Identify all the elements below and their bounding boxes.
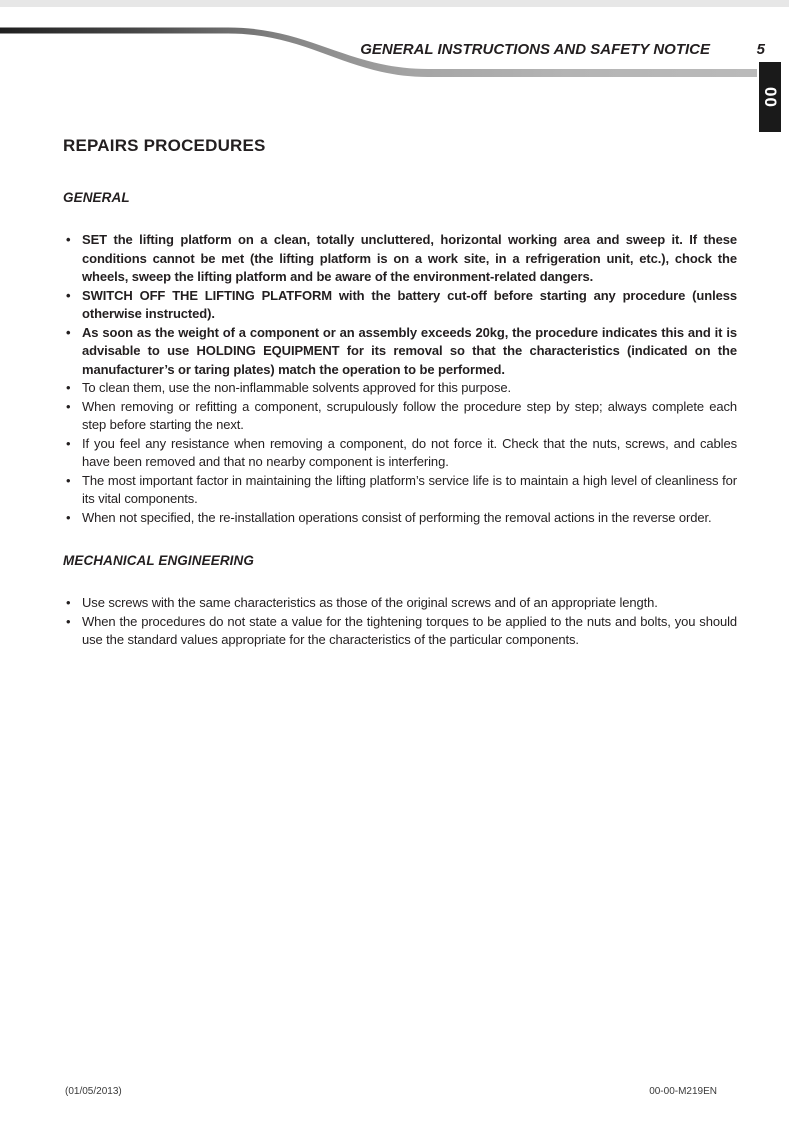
bullet-item: • SWITCH OFF THE LIFTING PLATFORM with the battery cut-off before starting any procedure (unless otherwise instructed). [63,287,737,324]
bullet-item: • If you feel any resistance when removing a component, do not force it. Check that the nuts, screws, and cables have been removed and that no nearby component is interfering. [63,435,737,472]
bullet-item: • When not specified, the re-installation operations consist of performing the removal actions in the reverse order. [63,509,737,528]
page-footer [65,1086,717,1097]
section-heading-general: GENERAL [63,190,130,205]
mechanical-bullet-list [63,594,737,650]
page-title: REPAIRS PROCEDURES [63,136,266,155]
chapter-tab-label: 00 [760,86,780,108]
chapter-tab [759,62,781,132]
header-title: GENERAL INSTRUCTIONS AND SAFETY NOTICE [360,41,710,58]
footer-date: (01/05/2013) [65,1086,122,1097]
general-bullet-list [63,231,737,527]
document-content [63,136,737,676]
bullet-item: • As soon as the weight of a component or an assembly exceeds 20kg, the procedure indicates this and it is advisable to use HOLDING EQUIPMENT for its removal so that the characteristics (indicated on the manufacturer’s or taring plates) match the operation to be performed. [63,324,737,380]
bullet-item: • The most important factor in maintaining the lifting platform’s service life is to maintain a high level of cleanliness for its vital components. [63,472,737,509]
header-swoosh-graphic [0,0,789,120]
bullet-item: • To clean them, use the non-inflammable solvents approved for this purpose. [63,379,737,398]
section-heading-mechanical-engineering: MECHANICAL ENGINEERING [63,553,254,568]
bullet-item: • SET the lifting platform on a clean, totally uncluttered, horizontal working area and sweep it. If these conditions cannot be met (the lifting platform is on a work site, in a refrigeration unit, etc.), chock the wheels, sweep the lifting platform and be aware of the environment-related dangers. [63,231,737,287]
footer-document-reference: 00-00-M219EN [649,1086,717,1097]
bullet-item: • When the procedures do not state a value for the tightening torques to be applied to the nuts and bolts, you should use the standard values appropriate for the characteristics of the particular components. [63,613,737,650]
bullet-item: • When removing or refitting a component, scrupulously follow the procedure step by step; always complete each step before starting the next. [63,398,737,435]
bullet-item: • Use screws with the same characteristics as those of the original screws and of an appropriate length. [63,594,737,613]
page-number: 5 [756,41,765,58]
